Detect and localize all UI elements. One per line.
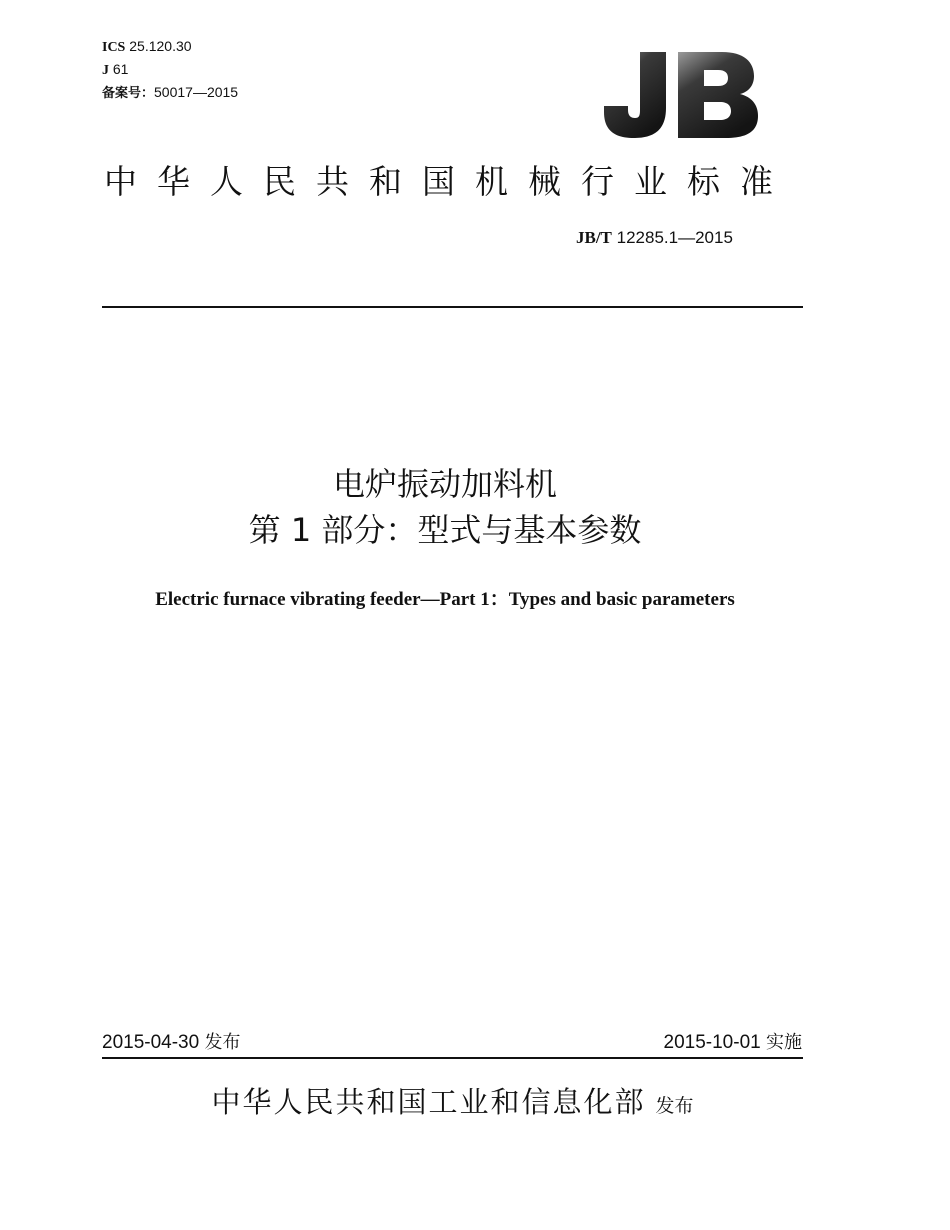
ics-code <box>102 37 192 57</box>
publisher-line <box>0 1082 905 1126</box>
title-cn-line1: 电炉振动加料机 <box>332 465 557 503</box>
record-value: 50017—2015 <box>154 84 239 100</box>
record-number <box>102 83 238 103</box>
issue-date-label: 发布 <box>204 1032 241 1053</box>
ccs-code <box>102 60 128 80</box>
ics-value: 25.120.30 <box>129 38 192 54</box>
ics-label: ICS <box>102 40 126 55</box>
publisher-name: 中华人民共和国工业和信息化部 <box>211 1085 646 1119</box>
standard-number <box>576 226 733 250</box>
publisher-action: 发布 <box>655 1095 694 1117</box>
standard-number-value: 12285.1—2015 <box>616 228 733 247</box>
issue-date <box>102 1031 240 1055</box>
effective-date-label: 实施 <box>766 1032 802 1053</box>
ccs-value: 61 <box>112 61 129 77</box>
effective-date-value: 2015-10-01 <box>663 1032 761 1053</box>
standard-number-prefix: JB/T <box>576 228 612 247</box>
title-cn-line2: 第 1 部分：型式与基本参数 <box>248 511 642 549</box>
issue-date-value: 2015-04-30 <box>102 1032 200 1053</box>
ccs-label: J <box>102 63 109 78</box>
standard-category: 中华人民共和国机械行业标准 <box>104 162 793 201</box>
record-label: 备案号： <box>102 86 155 101</box>
effective-date <box>664 1031 802 1055</box>
top-divider <box>102 306 803 308</box>
bottom-divider <box>102 1057 803 1059</box>
title-en: Electric furnace vibrating feeder—Part 1：Types and basic parameters <box>155 589 735 610</box>
jb-logo <box>600 46 762 142</box>
